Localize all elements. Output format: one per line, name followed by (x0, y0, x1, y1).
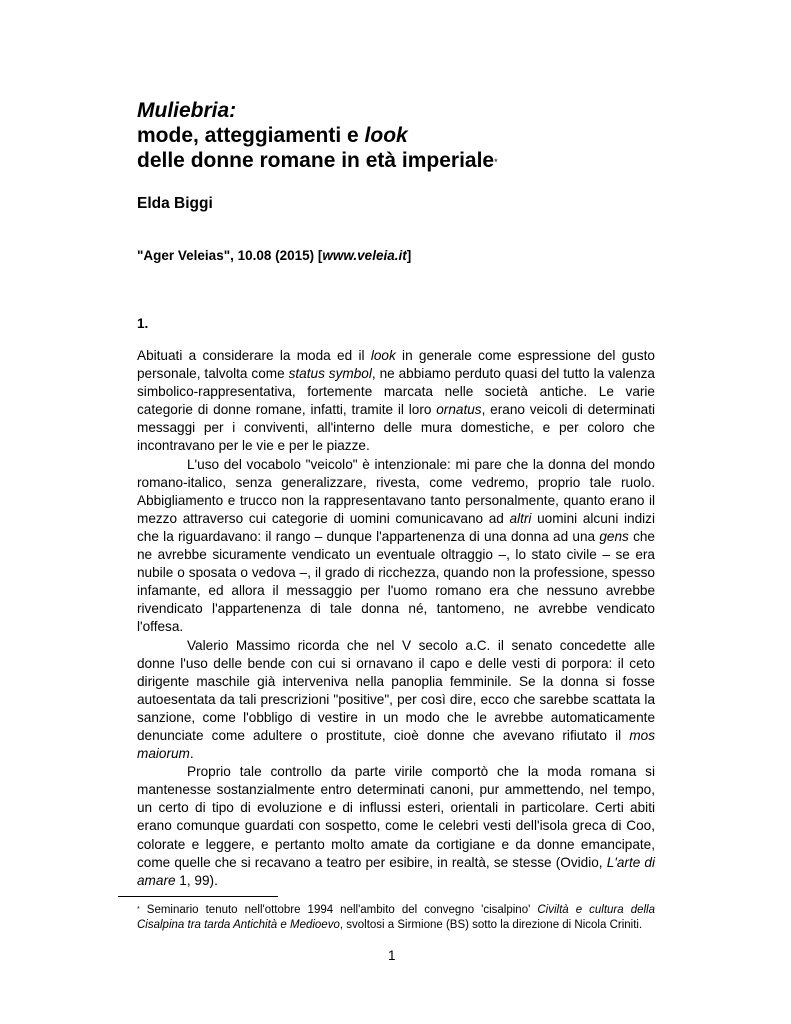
title-main-word: Muliebria: (137, 99, 237, 122)
citation-link[interactable]: www.veleia.it (322, 248, 407, 263)
title-line-1 (137, 98, 697, 123)
title-line-2 (137, 123, 697, 148)
italic-term: ornatus (436, 402, 482, 418)
title-footnote-marker: * (494, 157, 498, 167)
citation-line (137, 247, 411, 265)
paragraph-text: che ne avrebbe sicuramente vendicato un eventuale oltraggio –, lo stato civile – se era nubile o sposata o vedova –, il grado di ricchezza, quando non la professione, spesso infamante, ed allora il messaggio per l'uomo romano era che nessuno avrebbe rivendicato l'appartenenza di tale donna né, tantomeno, ne avrebbe vendicato l'offesa. (137, 528, 655, 635)
footnote-marker: * (137, 906, 140, 913)
page-number: 1 (388, 948, 396, 963)
paragraph (137, 456, 655, 637)
citation-journal: "Ager Veleias", 10.08 (2015) [ (137, 248, 323, 263)
paragraph-text: 1, 99). (175, 872, 218, 888)
paragraph-text: Valerio Massimo ricorda che nel V secolo a.C. il senato concedette alle donne l'uso delle bende con cui si ornavano il capo e delle vesti di porpora: il ceto dirigente maschile già interveniva nella panoplia femminile. Se la donna si fosse autoesentata da tali prescrizioni "positive", per così dire, ecco che sarebbe scattata la sanzione, come l'obbligo di vestire in un modo che le avrebbe automaticamente denunciate come adultere o prostitute, cioè donne che avevano rifiutato il (137, 637, 655, 743)
paragraph-text: , ne abbiamo perduto quasi del tutto la valenza simbolico-rappresentativa, fortemente marcata nelle società antiche. Le varie categorie di donne romane, infatti, tramite il loro (137, 366, 655, 418)
paragraph (137, 637, 655, 764)
paragraph-text: , erano veicoli di determinati messaggi per i conviventi, all'interno delle mura domestiche, e per coloro che incontravano per le vie e per le piazze. (137, 402, 655, 454)
footnote-text: , svoltosi a Sirmione (BS) sotto la direzione di Nicola Criniti. (339, 918, 643, 931)
paragraph-text: uomini alcuni indizi che la riguardavano: il rango – dunque l'appartenenza di una donna ad una (137, 510, 655, 544)
footnote (137, 903, 655, 932)
body-text (137, 347, 655, 890)
italic-term: L'arte di amare (137, 854, 655, 888)
footnote-text: Seminario tenuto nell'ottobre 1994 nell'ambito del convegno 'cisalpino' (146, 904, 538, 916)
author-name: Elda Biggi (137, 195, 213, 212)
section-number: 1. (137, 316, 149, 331)
italic-term: mos maiorum (137, 727, 655, 762)
footnote-italic-title: Civiltà e cultura della Cisalpina tra tarda Antichità e Medioevo (137, 904, 655, 931)
paragraph-text: Abituati a considerare la moda ed il (137, 348, 371, 363)
italic-term: look (370, 348, 396, 363)
paragraph (137, 347, 655, 456)
italic-term: gens (599, 528, 629, 544)
title-line-3-text: delle donne romane in età imperiale (137, 149, 495, 172)
paragraph (137, 763, 655, 890)
paragraph-text: in generale come espressione del gusto personale, talvolta come (137, 348, 655, 382)
title-line-2-text: mode, atteggiamenti e (137, 124, 365, 147)
italic-term: status symbol (288, 366, 372, 382)
italic-term: altri (509, 510, 532, 526)
title-look-word: look (364, 124, 408, 147)
paragraph-text: . (189, 746, 194, 762)
title-line-3 (137, 148, 697, 173)
document-title (137, 98, 697, 173)
paragraph-text: Proprio tale controllo da parte virile comportò che la moda romana si mantenesse sostanzialmente entro determinati canoni, pur ammettendo, nel tempo, un certo di tipo di evoluzione e di influssi esteri, orientali in particolare. Certi abiti erano comunque guardati con sospetto, come le celebri vesti dell'isola greca di Coo, colorate e leggere, e pertanto molto amate da cortigiane e da donne emancipate, come quelle che si recavano a teatro per esibire, in realtà, se stesse (Ovidio, (137, 764, 655, 870)
paragraph-text: L'uso del vocabolo "veicolo" è intenzionale: mi pare che la donna del mondo romano-italico, senza generalizzare, rivesta, come vedremo, proprio tale ruolo. Abbigliamento e trucco non la rappresentavano tanto personalmente, quanto erano il mezzo attraverso cui categorie di uomini comunicavano ad (137, 456, 655, 526)
citation-close: ] (406, 248, 412, 263)
footnote-divider (118, 896, 278, 897)
